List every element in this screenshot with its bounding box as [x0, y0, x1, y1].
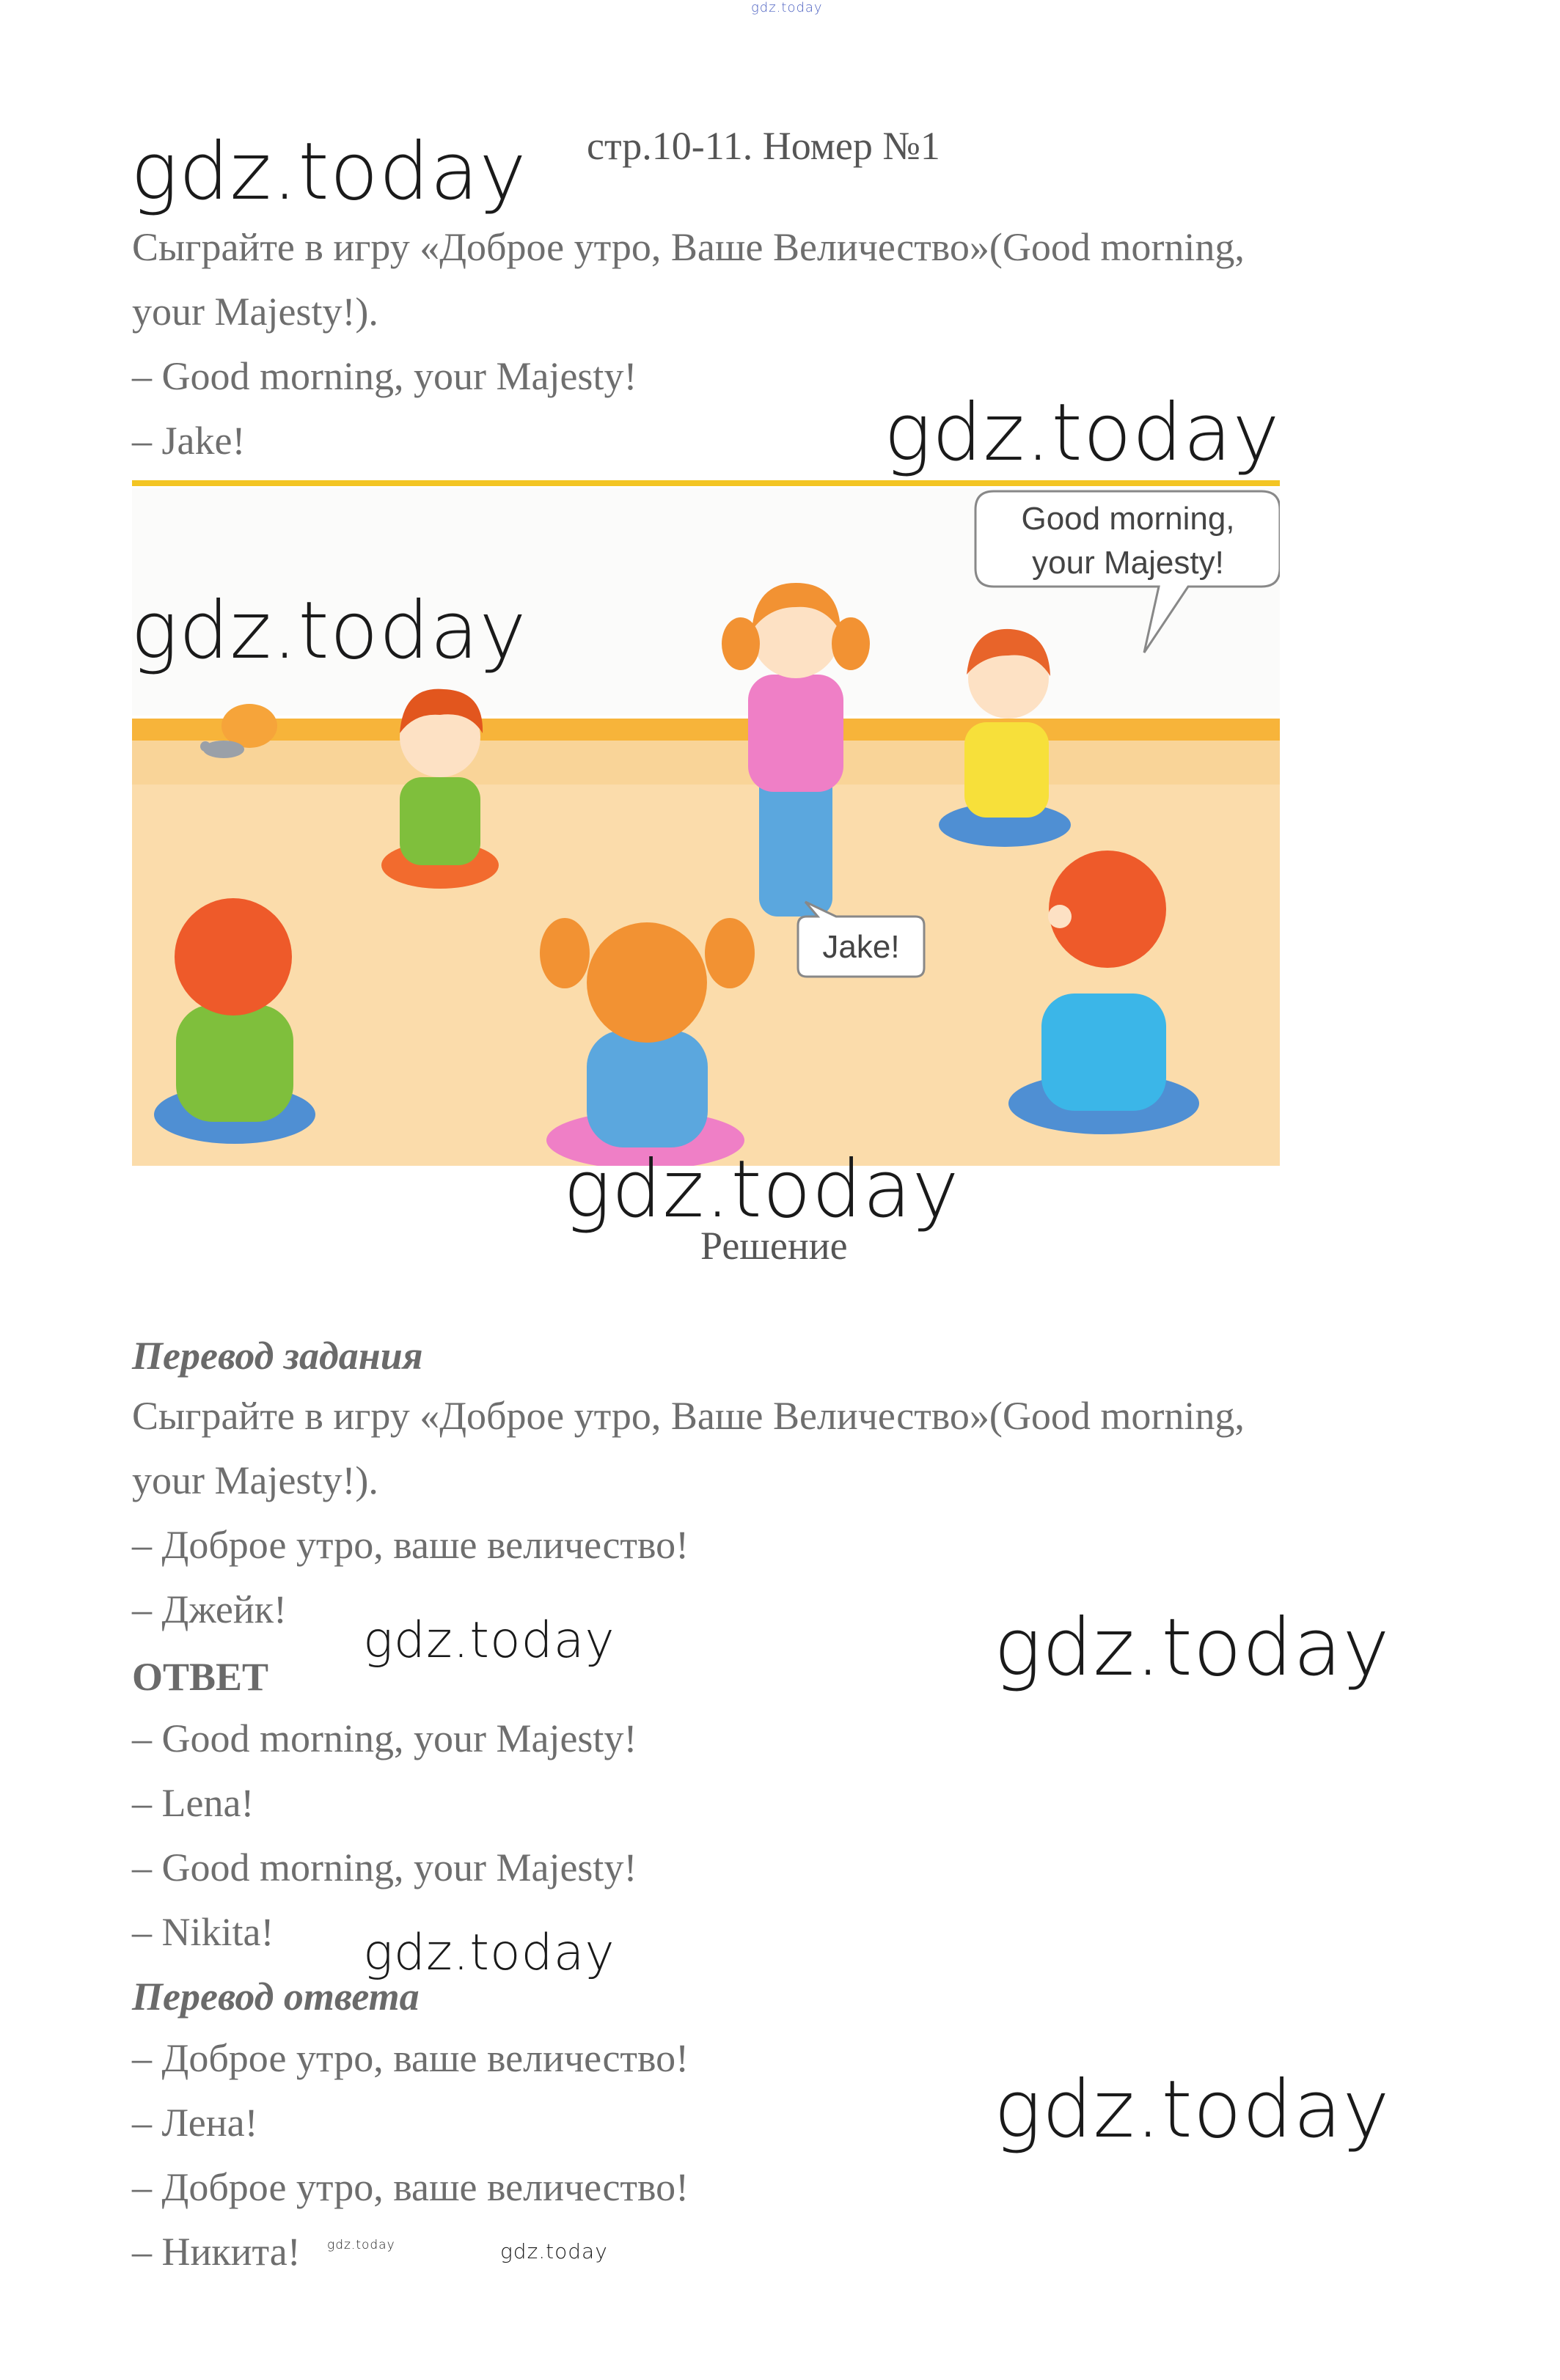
translation-dialog-line2: – Джейк! [132, 1587, 288, 1631]
watermark-top: gdz.today [751, 0, 823, 15]
bubble-main-line2: your Majesty! [1032, 545, 1224, 581]
answer-translation-line3: – Доброе утро, ваше величество! [132, 2165, 689, 2209]
yellow-divider [132, 480, 1280, 486]
watermark-8: gdz.today [994, 2064, 1391, 2156]
answer-translation-line4: – Никита! [132, 2230, 301, 2274]
bubble-main-line1: Good morning, [1021, 501, 1235, 537]
translation-dialog-line1: – Доброе утро, ваше величество! [132, 1523, 689, 1567]
answer-translation-heading: Перевод ответа [132, 1975, 420, 2019]
watermark-1: gdz.today [131, 126, 527, 218]
answer-translation-line2: – Лена! [132, 2101, 258, 2145]
answer-heading: ОТВЕТ [132, 1655, 269, 1699]
answer-line2: – Lena! [132, 1781, 254, 1825]
answer-line1: – Good morning, your Majesty! [132, 1716, 637, 1760]
watermark-5: gdz.today [363, 1612, 615, 1670]
answer-line4: – Nikita! [132, 1910, 274, 1954]
bubble-jake-text: Jake! [822, 929, 900, 965]
translation-heading: Перевод задания [132, 1334, 423, 1378]
watermark-10: gdz.today [500, 2239, 608, 2263]
solution-label: Решение [700, 1224, 848, 1268]
watermark-4: gdz.today [563, 1144, 960, 1235]
task-dialog-line2: – Jake! [132, 419, 246, 463]
watermark-2: gdz.today [884, 387, 1281, 479]
answer-line3: – Good morning, your Majesty! [132, 1845, 637, 1889]
task-instruction-line1: Сыграйте в игру «Доброе утро, Ваше Величество»(Good morning, [132, 225, 1245, 269]
watermark-7: gdz.today [363, 1924, 615, 1982]
page-title: стр.10-11. Номер №1 [587, 124, 940, 168]
answer-translation-line1: – Доброе утро, ваше величество! [132, 2036, 689, 2080]
classroom-illustration [132, 477, 1280, 1166]
translation-line1: Сыграйте в игру «Доброе утро, Ваше Величество»(Good morning, [132, 1394, 1245, 1438]
watermark-6: gdz.today [994, 1602, 1391, 1694]
translation-line2: your Majesty!). [132, 1458, 378, 1502]
watermark-3: gdz.today [131, 585, 527, 677]
task-instruction-line2: your Majesty!). [132, 290, 378, 334]
watermark-9: gdz.today [327, 2238, 395, 2252]
task-dialog-line1: – Good morning, your Majesty! [132, 354, 637, 398]
